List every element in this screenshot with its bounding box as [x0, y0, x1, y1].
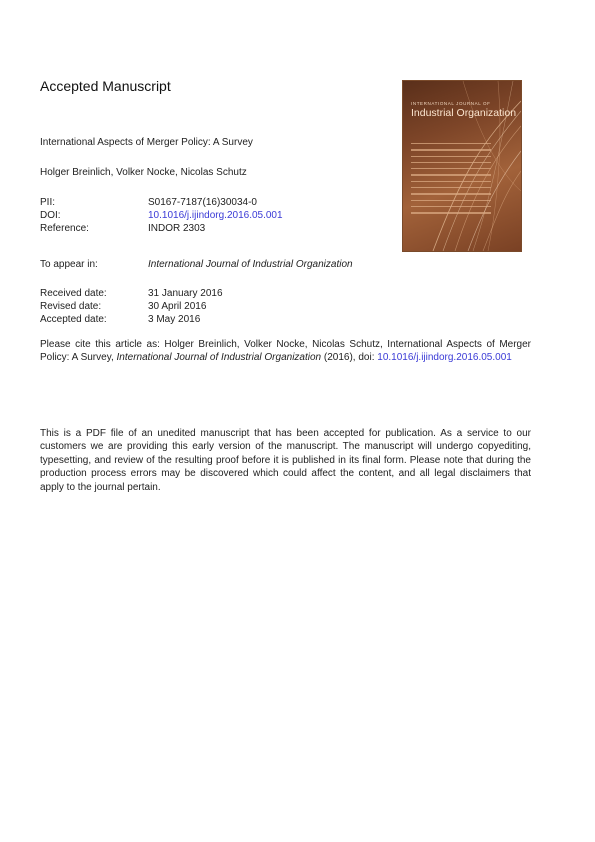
appear-label: To appear in: — [40, 259, 98, 270]
reference-value: INDOR 2303 — [148, 223, 206, 234]
revised-label: Revised date: — [40, 301, 102, 312]
citation-prefix: Please cite this article as: Holger Breinlich, Volker Nocke, Nicolas Schutz, International Aspects of Merger Policy: A Survey, — [40, 339, 531, 363]
received-value: 31 January 2016 — [148, 288, 223, 299]
accepted-value: 3 May 2016 — [148, 314, 201, 325]
pii-row — [40, 196, 283, 209]
citation-doi-link[interactable]: 10.1016/j.ijindorg.2016.05.001 — [377, 352, 512, 363]
doi-link[interactable]: 10.1016/j.ijindorg.2016.05.001 — [148, 210, 283, 221]
pii-value: S0167-7187(16)30034-0 — [148, 197, 257, 208]
citation-suffix: (2016), doi: — [323, 352, 375, 363]
doi-row — [40, 209, 283, 222]
appear-row — [40, 258, 353, 271]
pii-label: PII: — [40, 197, 56, 208]
revised-value: 30 April 2016 — [148, 301, 207, 312]
reference-label: Reference: — [40, 223, 89, 234]
article-authors: Holger Breinlich, Volker Nocke, Nicolas Schutz — [40, 167, 247, 178]
citation-paragraph — [40, 338, 531, 364]
received-label: Received date: — [40, 288, 107, 299]
journal-cover-image — [402, 80, 522, 252]
manuscript-notice: This is a PDF file of an unedited manuscript that has been accepted for publication. As a service to our customers we are providing this early version of the manuscript. The manuscript will undergo copyediting, typesetting, and review of the resulting proof before it is published in its final form. Please note that during the production process errors may be discovered which could affect the content, and all legal disclaimers that apply to the journal pertain. — [40, 428, 531, 493]
page-heading: Accepted Manuscript — [40, 78, 171, 94]
article-title: International Aspects of Merger Policy: A Survey — [40, 137, 253, 148]
citation-journal: International Journal of Industrial Organization — [116, 352, 322, 363]
dates-block — [40, 287, 223, 326]
cover-journal-name: Industrial Organization — [411, 107, 517, 119]
accepted-row — [40, 313, 223, 326]
identifiers-block — [40, 196, 283, 235]
received-row — [40, 287, 223, 300]
journal-name: International Journal of Industrial Organization — [148, 259, 353, 270]
revised-row — [40, 300, 223, 313]
cover-small-title: INTERNATIONAL JOURNAL OF — [411, 101, 491, 106]
appear-block — [40, 258, 353, 271]
cover-contents-lines — [411, 143, 491, 219]
doi-label: DOI: — [40, 210, 61, 221]
reference-row — [40, 222, 283, 235]
accepted-label: Accepted date: — [40, 314, 107, 325]
